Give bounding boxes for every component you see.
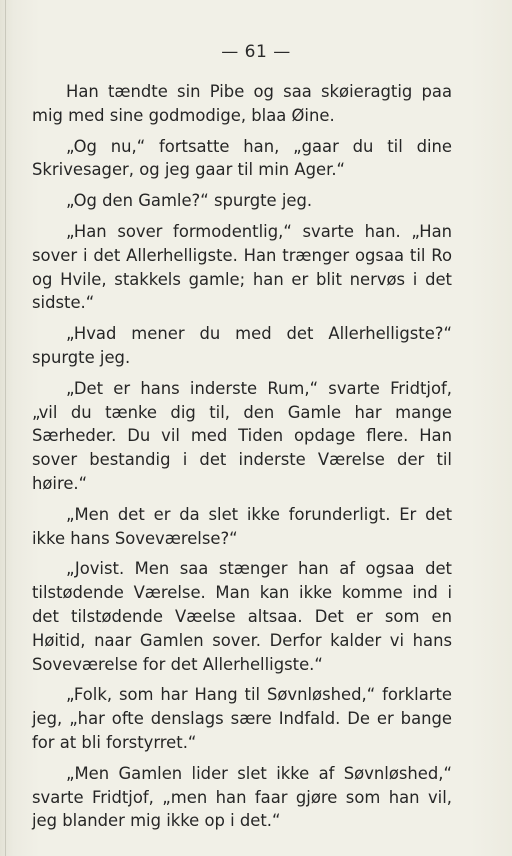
paragraph: „Og nu,“ fortsatte han, „gaar du til dine Skrivesager, og jeg gaar til min Ager.“ (32, 136, 452, 180)
paragraph: „Og den Gamle?“ spurgte jeg. (66, 191, 313, 211)
page-gutter (5, 0, 6, 856)
body-text (32, 80, 452, 840)
page-number: — 61 — (221, 42, 291, 62)
paragraph: „Det er hans inderste Rum,“ svarte Fridtjof, „vil du tænke dig til, den Gamle har mange Særheder. Du vil med Tiden opdage flere. Han sover bestandig i det inderste Værelse der til høire.“ (32, 378, 452, 493)
paragraph: „Hvad mener du med det Allerhelligste?“ spurgte jeg. (32, 324, 452, 367)
paragraph: „Han sover formodentlig,“ svarte han. „Han sover i det Allerhelligste. Han trænger ogsaa til Ro og Hvile, stakkels gamle; han er blit nervøs i det sidste.“ (32, 221, 452, 313)
paragraph: „Folk, som har Hang til Søvnløshed,“ forklarte jeg, „har ofte denslags sære Indfald. De er bange for at bli forstyrret.“ (32, 685, 452, 752)
paragraph: Han tændte sin Pibe og saa skøieragtig paa mig med sine godmodige, blaa Øine. (32, 82, 452, 125)
paragraph: „Men det er da slet ikke forunderligt. Er det ikke hans Soveværelse?“ (32, 504, 452, 548)
paragraph: „Men Gamlen lider slet ikke af Søvnløshed,“ svarte Fridtjof, „men han faar gjøre som han vil, jeg blander mig ikke op i det.“ (32, 763, 452, 831)
paragraph: „Jovist. Men saa stænger han af ogsaa det tilstødende Værelse. Man kan ikke komme ind i det tilstødende Væelse altsaa. Det er som en Høitid, naar Gamlen sover. Derfor kalder vi hans Soveværelse for det Allerhelligste.“ (32, 559, 452, 674)
